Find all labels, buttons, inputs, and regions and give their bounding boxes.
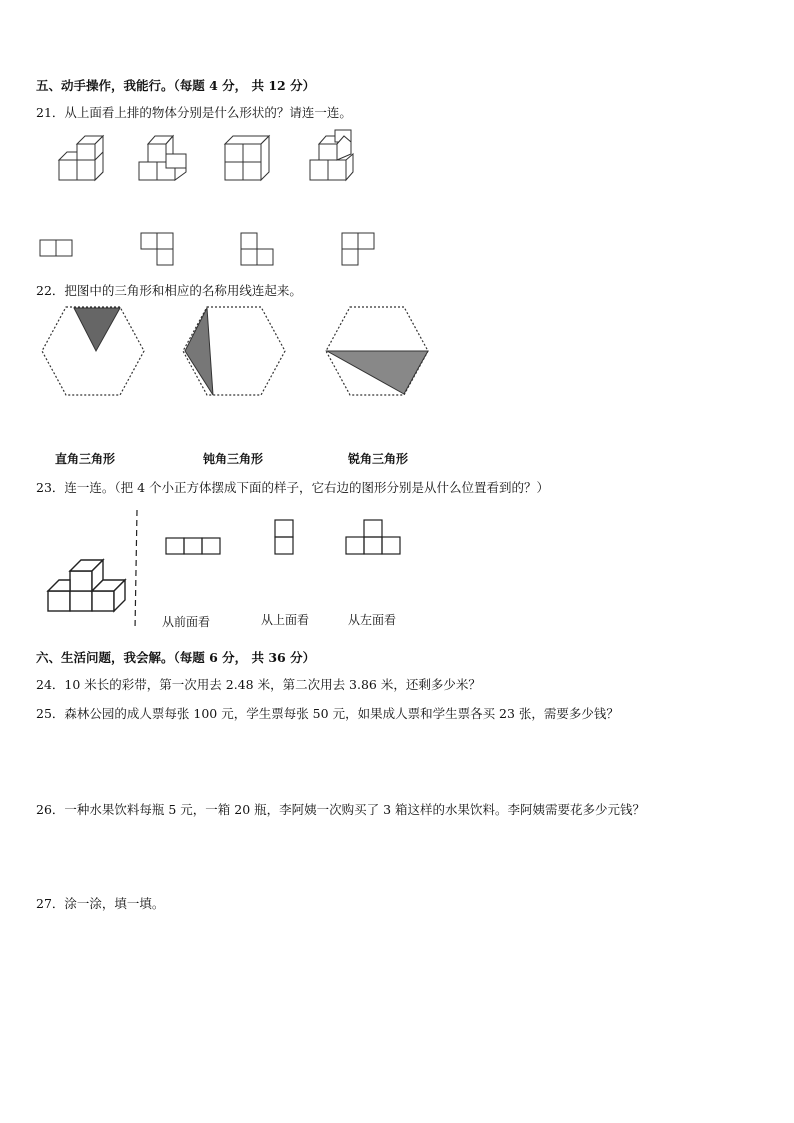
label-acute-triangle: 锐角三角形 bbox=[348, 452, 409, 466]
view-t-shape bbox=[346, 520, 400, 554]
label-top-view: 从上面看 bbox=[261, 613, 310, 627]
cube-figure-2 bbox=[139, 136, 186, 180]
question-22: 22．把图中的三角形和相应的名称用线连起来。 bbox=[36, 283, 302, 298]
label-right-triangle: 直角三角形 bbox=[55, 452, 116, 466]
top-view-4 bbox=[342, 233, 374, 265]
view-column bbox=[275, 520, 293, 554]
section-5-title: 五、动手操作，我能行。（每题 4 分， 共 12 分） bbox=[36, 78, 316, 93]
top-view-3 bbox=[241, 233, 273, 265]
question-27: 27．涂一涂，填一填。 bbox=[36, 896, 165, 911]
label-obtuse-triangle: 钝角三角形 bbox=[203, 452, 264, 466]
question-23: 23．连一连。（把 4 个小正方体摆成下面的样子，它右边的图形分别是从什么位置看到的？） bbox=[36, 480, 550, 495]
triangle-3 bbox=[327, 351, 428, 394]
label-left-view: 从左面看 bbox=[348, 613, 397, 627]
q22-hexagons bbox=[40, 305, 440, 397]
triangle-1 bbox=[74, 308, 120, 351]
q23-cube-stack bbox=[48, 560, 125, 611]
q21-cube-figures bbox=[55, 130, 375, 190]
question-21: 21．从上面看上排的物体分别是什么形状的？请连一连。 bbox=[36, 105, 352, 120]
top-view-1 bbox=[40, 240, 72, 256]
top-view-2 bbox=[141, 233, 173, 265]
label-front-view: 从前面看 bbox=[162, 615, 211, 629]
question-24: 24．10 米长的彩带，第一次用去 2.48 米，第二次用去 3.86 米，还剩多少米？ bbox=[36, 677, 481, 692]
question-26: 26．一种水果饮料每瓶 5 元，一箱 20 瓶，李阿姨一次购买了 3 箱这样的水果饮料。李阿姨需要花多少元钱？ bbox=[36, 802, 646, 817]
question-25: 25．森林公园的成人票每张 100 元，学生票每张 50 元，如果成人票和学生票各买 23 张，需要多少钱？ bbox=[36, 706, 619, 721]
q21-top-views bbox=[38, 230, 378, 270]
section-6-title: 六、生活问题，我会解。（每题 6 分， 共 36 分） bbox=[36, 650, 316, 665]
view-front-row bbox=[166, 538, 220, 554]
cube-figure-4 bbox=[310, 130, 353, 180]
cube-figure-1 bbox=[59, 136, 103, 180]
cube-figure-3 bbox=[225, 136, 269, 180]
